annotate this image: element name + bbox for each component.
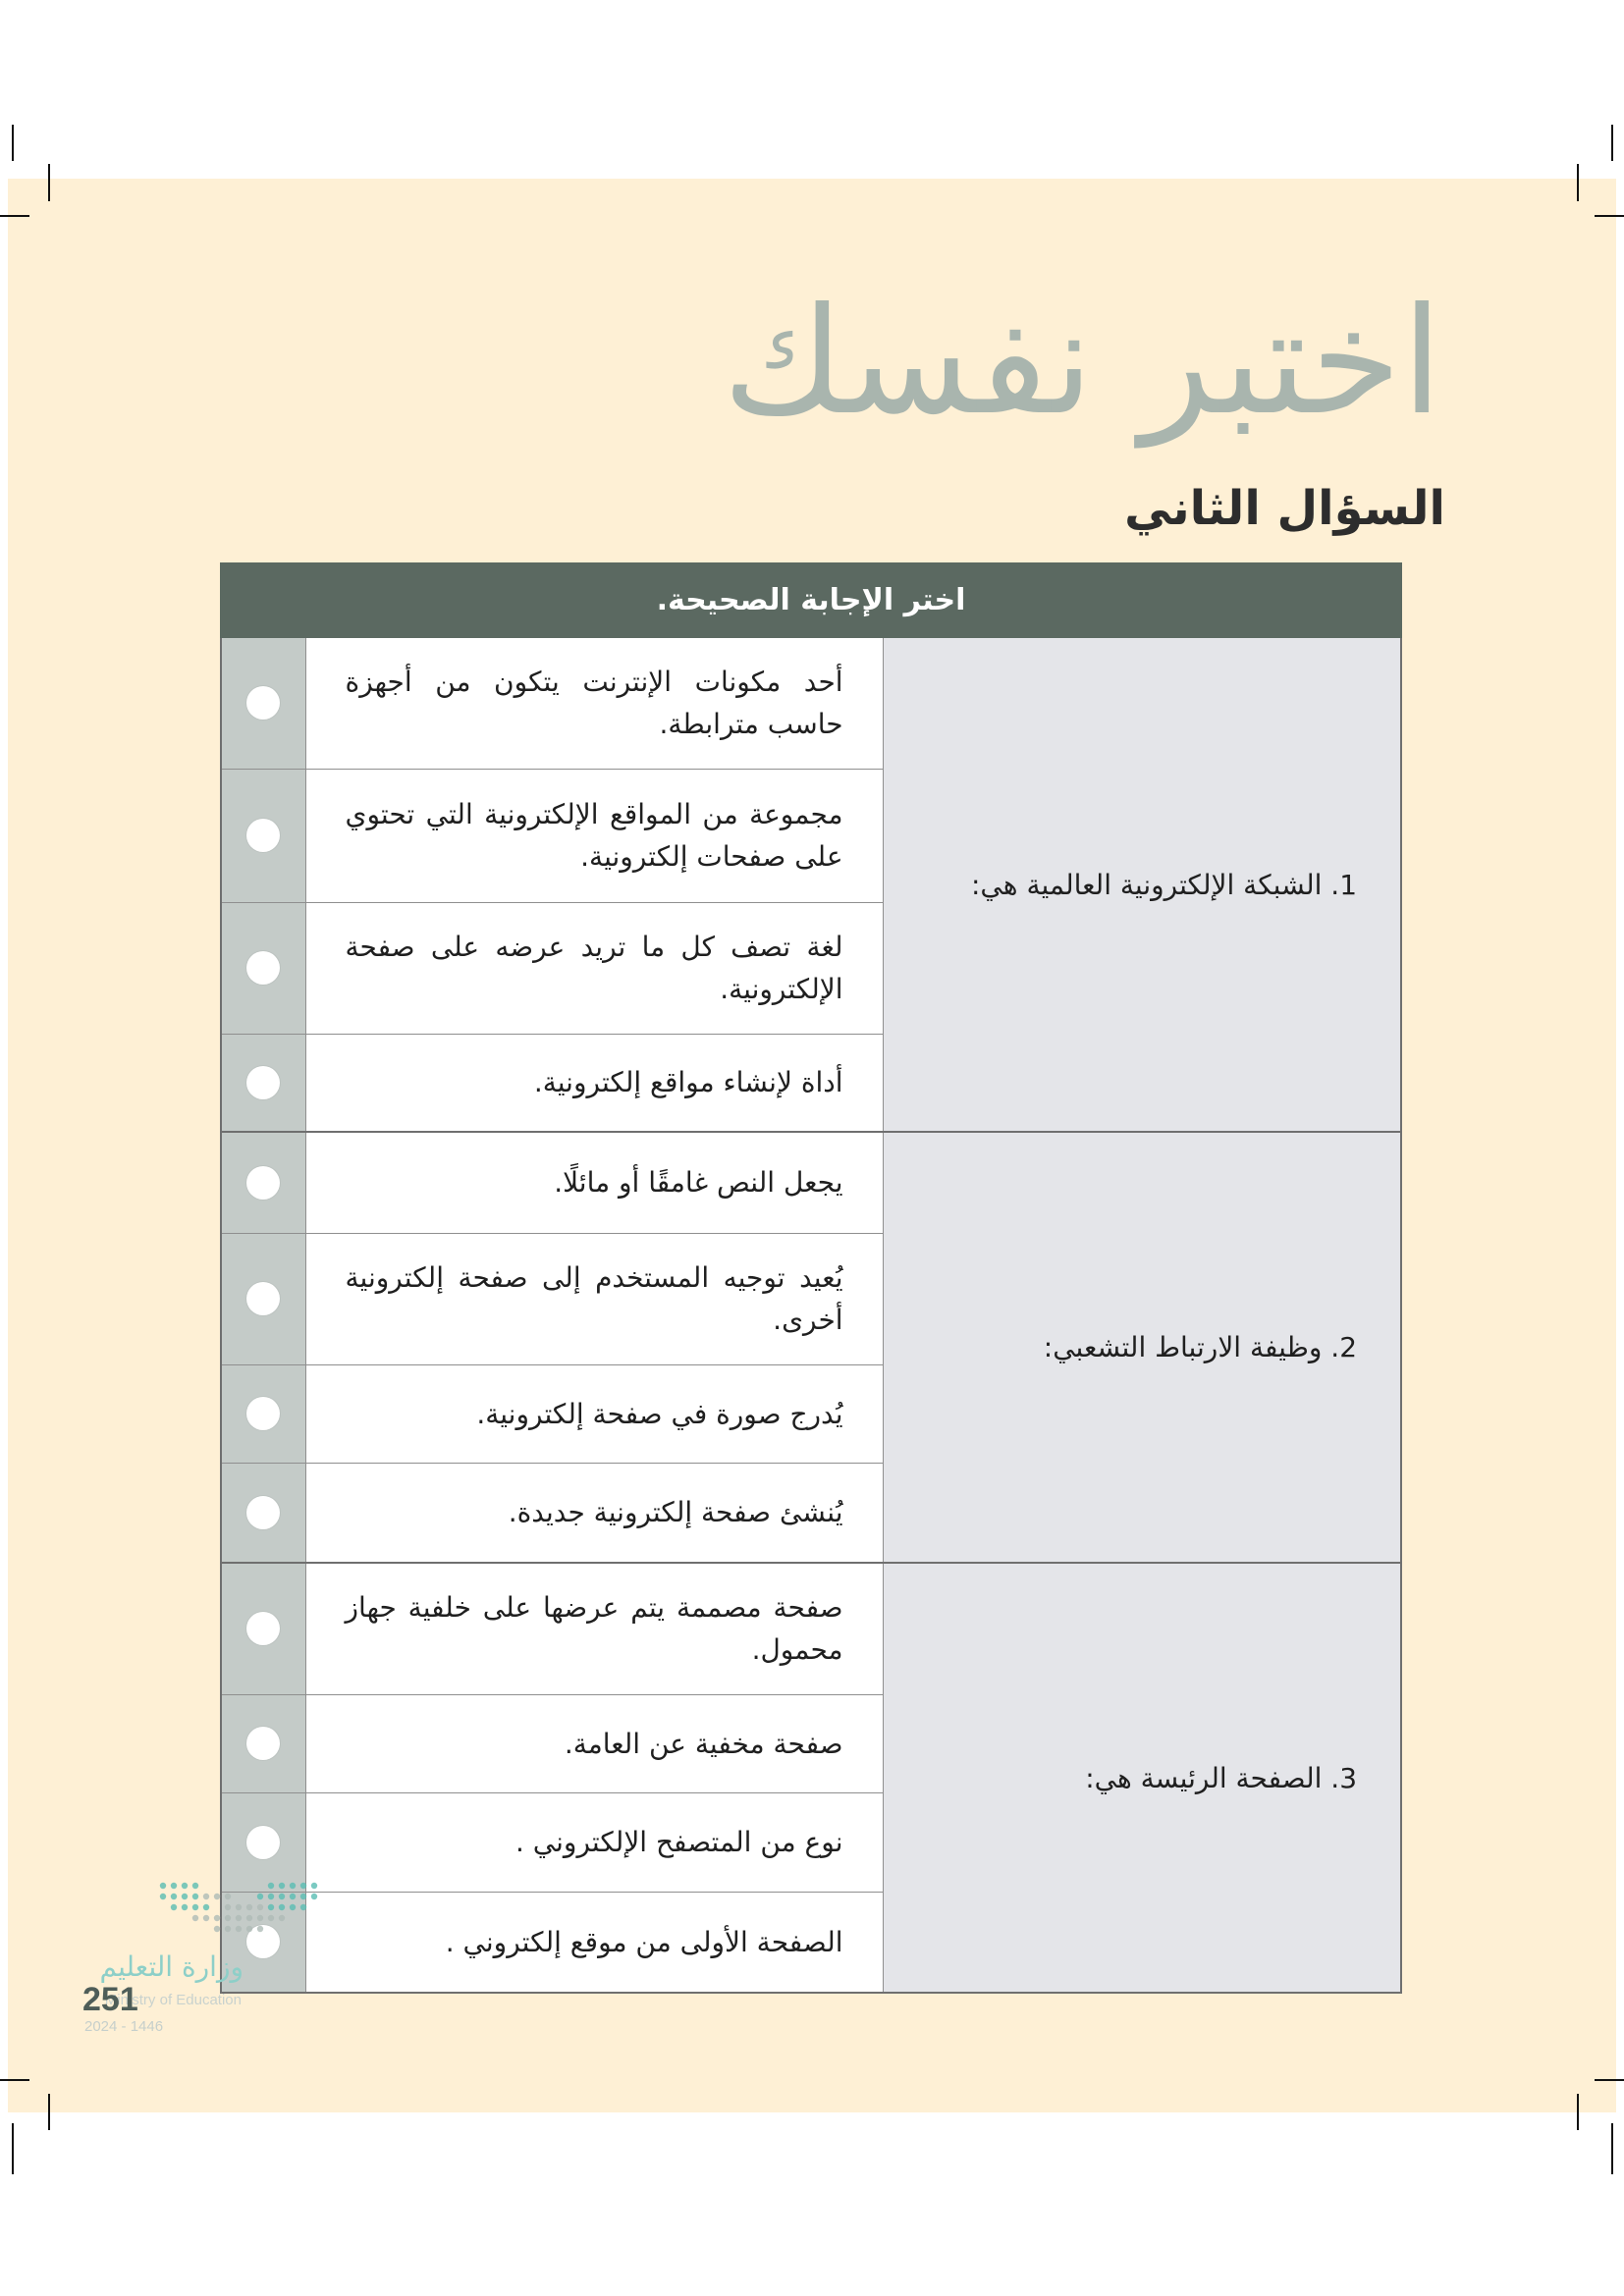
radio-circle-icon[interactable] [246,1826,280,1859]
edition-year: 2024 - 1446 [84,2018,164,2035]
radio-circle-icon[interactable] [246,1166,280,1200]
logo-dot [182,1883,188,1889]
logo-dot [171,1904,177,1910]
crop-mark [1595,215,1624,217]
crop-mark [0,215,29,217]
logo-dot [160,1894,166,1899]
logo-dot [290,1894,296,1899]
logo-dot [236,1926,242,1932]
radio-circle-icon[interactable] [246,1066,280,1099]
crop-mark [1577,2094,1579,2130]
radio-circle-icon[interactable] [246,1727,280,1760]
logo-dot [192,1915,198,1921]
section-title: السؤال الثاني [1124,481,1445,536]
logo-dot [236,1915,242,1921]
page-title: اختبر نفسك [722,277,1442,448]
logo-dot [203,1894,209,1899]
option-text: صفحة مخفية عن العامة. [305,1694,883,1792]
logo-dot [257,1904,263,1910]
crop-mark [48,164,50,201]
crop-mark [0,2079,29,2081]
question-3: 3. الصفحة الرئيسة هي: [883,1563,1401,1993]
logo-dot [300,1904,306,1910]
logo-dot [214,1894,220,1899]
option-text: أداة لإنشاء مواقع إلكترونية. [305,1034,883,1132]
logo-dot [246,1926,252,1932]
instruction-header: اختر الإجابة الصحيحة. [221,563,1401,637]
radio-cell [221,1792,305,1892]
logo-dot [257,1926,263,1932]
option-text: يجعل النص غامقًا أو مائلًا. [305,1132,883,1233]
logo-dot [268,1883,274,1889]
logo-dot [268,1904,274,1910]
crop-mark [1595,2079,1624,2081]
logo-dot [192,1883,198,1889]
radio-circle-icon[interactable] [246,686,280,720]
option-text: لغة تصف كل ما تريد عرضه على صفحة الإلكترونية. [305,902,883,1034]
crop-mark [12,125,14,161]
logo-dot [182,1904,188,1910]
radio-cell [221,1694,305,1792]
logo-dot [171,1894,177,1899]
logo-dot [203,1915,209,1921]
logo-dot [279,1915,285,1921]
logo-dot [246,1904,252,1910]
crop-mark [1611,2123,1613,2174]
logo-dot [214,1926,220,1932]
logo-dot [311,1894,317,1899]
logo-dot [311,1883,317,1889]
option-text: يُدرج صورة في صفحة إلكترونية. [305,1364,883,1463]
radio-circle-icon[interactable] [246,1282,280,1315]
logo-dot [214,1915,220,1921]
option-row [221,1563,1401,1694]
logo-dot [225,1915,231,1921]
logo-dot [203,1904,209,1910]
logo-dot [290,1904,296,1910]
radio-cell [221,1463,305,1563]
logo-dot [300,1894,306,1899]
logo-dot [279,1883,285,1889]
ministry-logo-icon [157,1880,324,1941]
crop-mark [48,2094,50,2130]
option-text: يُنشئ صفحة إلكترونية جديدة. [305,1463,883,1563]
logo-dot [279,1904,285,1910]
logo-dot [192,1904,198,1910]
radio-cell [221,769,305,902]
crop-mark [1611,125,1613,161]
logo-dot [171,1883,177,1889]
question-1: 1. الشبكة الإلكترونية العالمية هي: [883,637,1401,1132]
logo-dot [268,1894,274,1899]
radio-circle-icon[interactable] [246,951,280,985]
logo-dot [268,1915,274,1921]
logo-name-arabic: وزارة التعليم [99,1950,244,1983]
logo-dot [182,1894,188,1899]
logo-dot [290,1883,296,1889]
option-text: يُعيد توجيه المستخدم إلى صفحة إلكترونية أخرى. [305,1233,883,1364]
logo-dot [257,1894,263,1899]
option-text: صفحة مصممة يتم عرضها على خلفية جهاز محمول. [305,1563,883,1694]
option-row [221,1132,1401,1233]
option-text: مجموعة من المواقع الإلكترونية التي تحتوي على صفحات إلكترونية. [305,769,883,902]
crop-mark [12,2123,14,2174]
logo-dot [279,1894,285,1899]
option-text: أحد مكونات الإنترنت يتكون من أجهزة حاسب مترابطة. [305,637,883,769]
logo-dot [192,1894,198,1899]
radio-cell [221,1364,305,1463]
radio-cell [221,1563,305,1694]
logo-dot [225,1926,231,1932]
logo-dot [225,1894,231,1899]
option-text: نوع من المتصفح الإلكتروني . [305,1792,883,1892]
radio-cell [221,902,305,1034]
radio-circle-icon[interactable] [246,1612,280,1645]
radio-circle-icon[interactable] [246,819,280,852]
logo-dot [225,1904,231,1910]
radio-cell [221,637,305,769]
crop-mark [1577,164,1579,201]
logo-dot [160,1883,166,1889]
radio-circle-icon[interactable] [246,1496,280,1529]
logo-dot [236,1904,242,1910]
logo-dot [246,1915,252,1921]
radio-cell [221,1132,305,1233]
page-number: 251 [82,1981,138,2018]
radio-circle-icon[interactable] [246,1397,280,1430]
quiz-table [220,562,1402,1994]
question-2: 2. وظيفة الارتباط التشعبي: [883,1132,1401,1563]
option-row [221,637,1401,769]
option-text: الصفحة الأولى من موقع إلكتروني . [305,1892,883,1993]
logo-name-english: Ministry of Education [104,1992,242,2008]
radio-cell [221,1034,305,1132]
radio-cell [221,1233,305,1364]
logo-dot [300,1883,306,1889]
logo-dot [257,1915,263,1921]
